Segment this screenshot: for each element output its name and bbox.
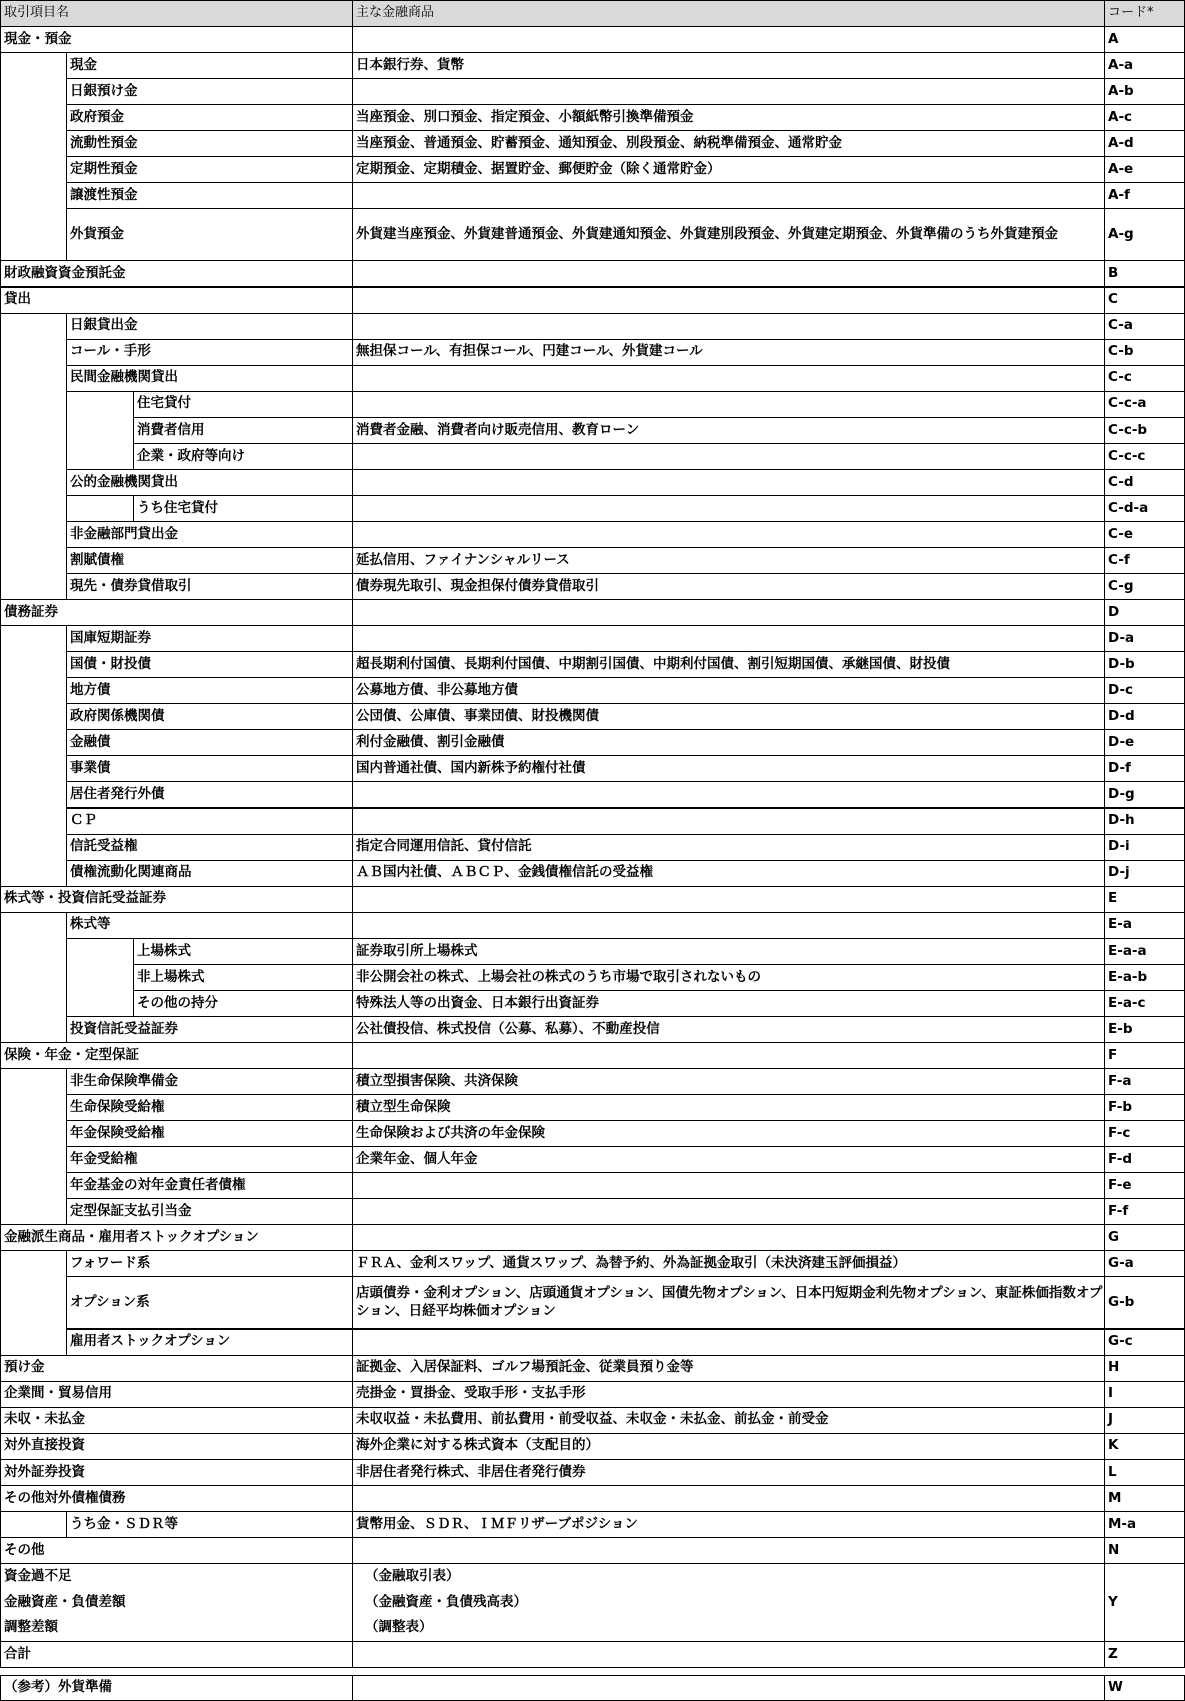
- item-label: 現金: [66, 52, 353, 79]
- item-label: うち金・ＳＤＲ等: [66, 1511, 353, 1538]
- item-code: A-b: [1104, 78, 1185, 105]
- item-label: ＣＰ: [66, 808, 353, 835]
- indent-block: [0, 52, 67, 261]
- item-products: [352, 1172, 1105, 1199]
- item-code: A-d: [1104, 130, 1185, 157]
- item-products: [352, 260, 1105, 287]
- item-label: 地方債: [66, 677, 353, 704]
- total-code: Z: [1104, 1641, 1185, 1668]
- item-products: [352, 912, 1105, 939]
- item-products: [352, 1224, 1105, 1251]
- item-label: 貸出: [0, 287, 353, 314]
- item-products: 企業年金、個人年金: [352, 1146, 1105, 1173]
- item-code: C-b: [1104, 339, 1185, 366]
- item-code: D: [1104, 599, 1185, 626]
- item-code: C-f: [1104, 547, 1185, 574]
- item-code: F-a: [1104, 1068, 1185, 1095]
- item-code: A-g: [1104, 208, 1185, 261]
- item-code: C: [1104, 287, 1185, 314]
- item-label: 外貨預金: [66, 208, 353, 261]
- item-code: E-a-a: [1104, 938, 1185, 965]
- item-code: G-a: [1104, 1250, 1185, 1277]
- balance-desc: （金融取引表）: [365, 1568, 460, 1585]
- item-label: 民間金融機関貸出: [66, 365, 353, 392]
- item-products: 無担保コール、有担保コール、円建コール、外貨建コール: [352, 339, 1105, 366]
- item-label: 投資信託受益証券: [66, 1016, 353, 1043]
- item-products: 売掛金・買掛金、受取手形・支払手形: [352, 1381, 1105, 1408]
- item-label: うち住宅貸付: [133, 495, 353, 522]
- item-code: F-e: [1104, 1172, 1185, 1199]
- reference-code: W: [1104, 1675, 1185, 1701]
- item-code: E-a: [1104, 912, 1185, 939]
- item-products: [352, 521, 1105, 548]
- total-label: 合計: [0, 1641, 353, 1668]
- balance-labels: [0, 1563, 353, 1642]
- item-products: 店頭債券・金利オプション、店頭通貨オプション、国債先物オプション、日本円短期金利先物オプション、東証株価指数オプション、日経平均株価オプション: [352, 1276, 1105, 1329]
- item-code: D-h: [1104, 808, 1185, 835]
- item-products: 貨幣用金、ＳＤＲ、ＩＭＦリザーブポジション: [352, 1511, 1105, 1538]
- balance-code: Y: [1104, 1563, 1185, 1642]
- item-products: 定期預金、定期積金、据置貯金、郵便貯金（除く通常貯金）: [352, 156, 1105, 183]
- item-label: 債務証券: [0, 599, 353, 626]
- item-label: 流動性預金: [66, 130, 353, 157]
- header-code: コード*: [1104, 0, 1185, 27]
- item-products: 公社債投信、株式投信（公募、私募）、不動産投信: [352, 1016, 1105, 1043]
- item-label: 日銀預け金: [66, 78, 353, 105]
- item-label: 非生命保険準備金: [66, 1068, 353, 1095]
- item-products: [352, 1198, 1105, 1225]
- item-label: 現先・債券貸借取引: [66, 573, 353, 600]
- item-products: [352, 781, 1105, 808]
- item-code: C-d: [1104, 469, 1185, 496]
- item-products: [352, 182, 1105, 209]
- balance-desc: （金融資産・負債残高表）: [365, 1593, 527, 1610]
- item-products: [352, 365, 1105, 392]
- item-label: 金融債: [66, 729, 353, 756]
- item-products: 消費者金融、消費者向け販売信用、教育ローン: [352, 417, 1105, 444]
- item-products: 未収収益・未払費用、前払費用・前受収益、未収金・未払金、前払金・前受金: [352, 1407, 1105, 1434]
- item-products: [352, 625, 1105, 652]
- item-code: G: [1104, 1224, 1185, 1251]
- item-products: 生命保険および共済の年金保険: [352, 1120, 1105, 1147]
- item-label: 日銀貸出金: [66, 313, 353, 340]
- item-code: C-c: [1104, 365, 1185, 392]
- item-products: [352, 26, 1105, 53]
- indent-block: [66, 391, 134, 470]
- item-products: 海外企業に対する株式資本（支配目的）: [352, 1433, 1105, 1460]
- item-label: 国庫短期証券: [66, 625, 353, 652]
- item-products: [352, 1042, 1105, 1069]
- item-label: 消費者信用: [133, 417, 353, 444]
- indent-block: [66, 495, 134, 522]
- item-label: 現金・預金: [0, 26, 353, 53]
- item-products: [352, 495, 1105, 522]
- item-code: D-f: [1104, 755, 1185, 782]
- item-code: F-d: [1104, 1146, 1185, 1173]
- item-products: 債券現先取引、現金担保付債券貸借取引: [352, 573, 1105, 600]
- item-label: 国債・財投債: [66, 651, 353, 678]
- indent-block: [0, 1250, 67, 1355]
- item-code: E-b: [1104, 1016, 1185, 1043]
- item-code: C-d-a: [1104, 495, 1185, 522]
- reference-label: （参考）外貨準備: [0, 1675, 353, 1701]
- balance-label: 資金過不足: [4, 1568, 72, 1585]
- item-label: 企業間・貿易信用: [0, 1381, 353, 1408]
- item-label: 未収・未払金: [0, 1407, 353, 1434]
- item-label: 金融派生商品・雇用者ストックオプション: [0, 1224, 353, 1251]
- item-label: その他対外債権債務: [0, 1485, 353, 1512]
- item-products: 超長期利付国債、長期利付国債、中期割引国債、中期利付国債、割引短期国債、承継国債、財投債: [352, 651, 1105, 678]
- item-products: 非公開会社の株式、上場会社の株式のうち市場で取引されないもの: [352, 964, 1105, 991]
- item-code: F-f: [1104, 1198, 1185, 1225]
- item-code: N: [1104, 1537, 1185, 1564]
- item-products: [352, 886, 1105, 913]
- item-code: D-d: [1104, 703, 1185, 730]
- item-code: G-c: [1104, 1329, 1185, 1356]
- item-products: [352, 1537, 1105, 1564]
- item-products: 非居住者発行株式、非居住者発行債券: [352, 1459, 1105, 1486]
- item-products: 当座預金、別口預金、指定預金、小額紙幣引換準備預金: [352, 104, 1105, 131]
- item-label: オプション系: [66, 1276, 353, 1329]
- item-code: E-a-c: [1104, 990, 1185, 1017]
- item-label: 公的金融機関貸出: [66, 469, 353, 496]
- item-code: C-a: [1104, 313, 1185, 340]
- item-label: 保険・年金・定型保証: [0, 1042, 353, 1069]
- item-label: 年金受給権: [66, 1146, 353, 1173]
- indent-block: [66, 938, 134, 1017]
- item-products: [352, 1329, 1105, 1356]
- item-products: 延払信用、ファイナンシャルリース: [352, 547, 1105, 574]
- balance-descs: [352, 1563, 1105, 1642]
- item-code: D-e: [1104, 729, 1185, 756]
- item-label: その他: [0, 1537, 353, 1564]
- reference-products: [352, 1675, 1105, 1701]
- item-products: ＦＲＡ、金利スワップ、通貨スワップ、為替予約、外為証拠金取引（未決済建玉評価損益）: [352, 1250, 1105, 1277]
- item-products: [352, 599, 1105, 626]
- item-code: F-b: [1104, 1094, 1185, 1121]
- item-products: [352, 1485, 1105, 1512]
- total-products: [352, 1641, 1105, 1668]
- item-code: H: [1104, 1355, 1185, 1382]
- item-label: 譲渡性預金: [66, 182, 353, 209]
- item-label: 年金基金の対年金責任者債権: [66, 1172, 353, 1199]
- item-code: C-c-b: [1104, 417, 1185, 444]
- item-code: G-b: [1104, 1276, 1185, 1329]
- item-label: 生命保険受給権: [66, 1094, 353, 1121]
- balance-desc: （調整表）: [365, 1619, 433, 1636]
- item-code: A-a: [1104, 52, 1185, 79]
- item-label: 株式等・投資信託受益証券: [0, 886, 353, 913]
- item-code: L: [1104, 1459, 1185, 1486]
- item-products: 公募地方債、非公募地方債: [352, 677, 1105, 704]
- item-code: D-i: [1104, 834, 1185, 861]
- item-code: D-a: [1104, 625, 1185, 652]
- item-label: 上場株式: [133, 938, 353, 965]
- item-label: 政府関係機関債: [66, 703, 353, 730]
- item-code: F: [1104, 1042, 1185, 1069]
- item-products: 当座預金、普通預金、貯蓄預金、通知預金、別段預金、納税準備預金、通常貯金: [352, 130, 1105, 157]
- item-label: 対外証券投資: [0, 1459, 353, 1486]
- item-code: B: [1104, 260, 1185, 287]
- item-label: 株式等: [66, 912, 353, 939]
- item-code: D-j: [1104, 860, 1185, 887]
- item-label: 定型保証支払引当金: [66, 1198, 353, 1225]
- item-label: 定期性預金: [66, 156, 353, 183]
- item-label: 事業債: [66, 755, 353, 782]
- item-label: 政府預金: [66, 104, 353, 131]
- item-products: 利付金融債、割引金融債: [352, 729, 1105, 756]
- indent-block: [0, 1511, 67, 1538]
- item-products: 積立型損害保険、共済保険: [352, 1068, 1105, 1095]
- indent-block: [0, 625, 67, 887]
- header-product: 主な金融商品: [352, 0, 1105, 27]
- item-code: A-f: [1104, 182, 1185, 209]
- item-code: A-e: [1104, 156, 1185, 183]
- item-code: A: [1104, 26, 1185, 53]
- item-products: [352, 287, 1105, 314]
- item-label: 非金融部門貸出金: [66, 521, 353, 548]
- indent-block: [0, 313, 67, 601]
- item-label: 対外直接投資: [0, 1433, 353, 1460]
- item-label: その他の持分: [133, 990, 353, 1017]
- item-label: 居住者発行外債: [66, 781, 353, 808]
- item-code: A-c: [1104, 104, 1185, 131]
- item-label: 住宅貸付: [133, 391, 353, 418]
- item-products: 指定合同運用信託、貸付信託: [352, 834, 1105, 861]
- item-products: [352, 443, 1105, 470]
- item-products: 国内普通社債、国内新株予約権付社債: [352, 755, 1105, 782]
- item-code: F-c: [1104, 1120, 1185, 1147]
- item-label: コール・手形: [66, 339, 353, 366]
- item-label: 預け金: [0, 1355, 353, 1382]
- item-products: ＡＢ国内社債、ＡＢＣＰ、金銭債権信託の受益権: [352, 860, 1105, 887]
- item-products: [352, 313, 1105, 340]
- item-code: C-c-c: [1104, 443, 1185, 470]
- item-label: 財政融資資金預託金: [0, 260, 353, 287]
- item-code: D-b: [1104, 651, 1185, 678]
- item-code: I: [1104, 1381, 1185, 1408]
- item-code: M: [1104, 1485, 1185, 1512]
- item-label: 信託受益権: [66, 834, 353, 861]
- item-label: 年金保険受給権: [66, 1120, 353, 1147]
- indent-block: [0, 1068, 67, 1225]
- item-label: 非上場株式: [133, 964, 353, 991]
- item-code: C-c-a: [1104, 391, 1185, 418]
- item-label: 債権流動化関連商品: [66, 860, 353, 887]
- item-label: フォワード系: [66, 1250, 353, 1277]
- item-products: 証券取引所上場株式: [352, 938, 1105, 965]
- item-label: 企業・政府等向け: [133, 443, 353, 470]
- item-products: [352, 808, 1105, 835]
- item-products: [352, 469, 1105, 496]
- item-code: D-c: [1104, 677, 1185, 704]
- item-code: M-a: [1104, 1511, 1185, 1538]
- item-products: 証拠金、入居保証料、ゴルフ場預託金、従業員預り金等: [352, 1355, 1105, 1382]
- item-code: C-e: [1104, 521, 1185, 548]
- item-code: E-a-b: [1104, 964, 1185, 991]
- item-code: K: [1104, 1433, 1185, 1460]
- item-label: 雇用者ストックオプション: [66, 1329, 353, 1356]
- item-products: 特殊法人等の出資金、日本銀行出資証券: [352, 990, 1105, 1017]
- item-code: E: [1104, 886, 1185, 913]
- item-products: 外貨建当座預金、外貨建普通預金、外貨建通知預金、外貨建別段預金、外貨建定期預金、外貨準備のうち外貨建預金: [352, 208, 1105, 261]
- item-products: [352, 78, 1105, 105]
- balance-label: 金融資産・負債差額: [4, 1593, 126, 1610]
- item-code: C-g: [1104, 573, 1185, 600]
- item-label: 割賦債権: [66, 547, 353, 574]
- item-products: 公団債、公庫債、事業団債、財投機関債: [352, 703, 1105, 730]
- item-code: D-g: [1104, 781, 1185, 808]
- item-products: 日本銀行券、貨幣: [352, 52, 1105, 79]
- item-code: J: [1104, 1407, 1185, 1434]
- item-products: 積立型生命保険: [352, 1094, 1105, 1121]
- header-item: 取引項目名: [0, 0, 353, 27]
- item-products: [352, 391, 1105, 418]
- indent-block: [0, 912, 67, 1043]
- balance-label: 調整差額: [4, 1619, 58, 1636]
